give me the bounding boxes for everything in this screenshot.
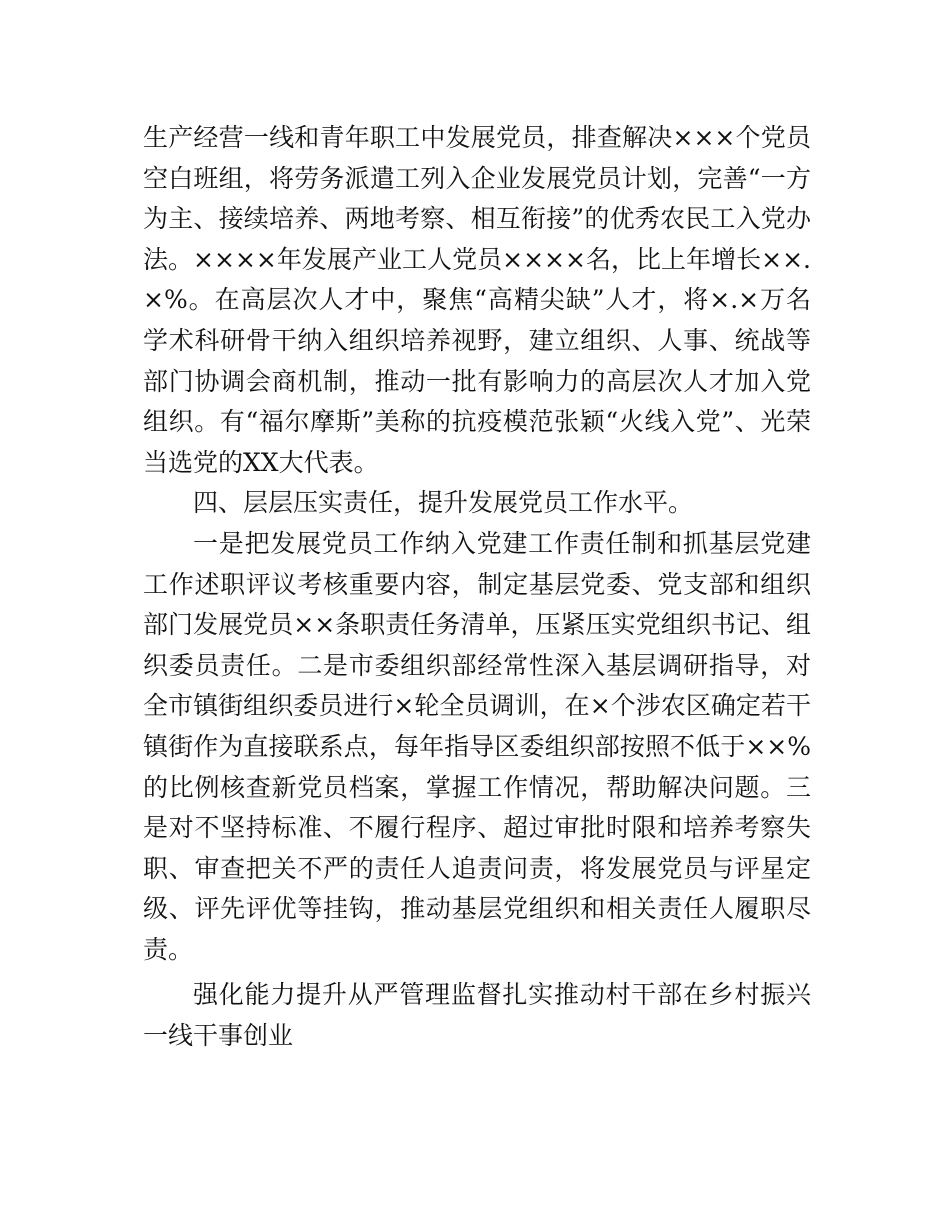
document-title-village-cadres: 强化能力提升从严管理监督扎实推动村干部在乡村振兴一线干事创业 bbox=[143, 980, 811, 1051]
paragraph-responsibility-measures: 一是把发展党员工作纳入党建工作责任制和抓基层党建工作述职评议考核重要内容，制定基层党委、党支部和组织部门发展党员××条职责任务清单，压紧压实党组织书记、组织委员责任。二是市委组织部经常性深入基层调研指导，对全市镇街组织委员进行×轮全员调训，在×个涉农区确定若干镇街作为直接联系点，每年指导区委组织部按照不低于××%的比例核查新党员档案，掌握工作情况，帮助解决问题。三是对不坚持标准、不履行程序、超过审批时限和培养考察失职、审查把关不严的责任人追责问责，将发展党员与评星定级、评先评优等挂钩，推动基层党组织和相关责任人履职尽责。 bbox=[143, 528, 811, 964]
document-body bbox=[143, 118, 811, 1057]
section-heading-responsibility: 四、层层压实责任，提升发展党员工作水平。 bbox=[193, 488, 694, 518]
paragraph-talent-development: 生产经营一线和青年职工中发展党员，排查解决×××个党员空白班组，将劳务派遣工列入企业发展党员计划，完善“一方为主、接续培养、两地考察、相互衔接”的优秀农民工入党办法。××××年发展产业工人党员××××名，比上年增长××.×%。在高层次人才中，聚焦“高精尖缺”人才，将×.×万名学术科研骨干纳入组织培养视野，建立组织、人事、统战等部门协调会商机制，推动一批有影响力的高层次人才加入党组织。有“福尔摩斯”美称的抗疫模范张颖“火线入党”、光荣当选党的XX大代表。 bbox=[143, 123, 811, 477]
